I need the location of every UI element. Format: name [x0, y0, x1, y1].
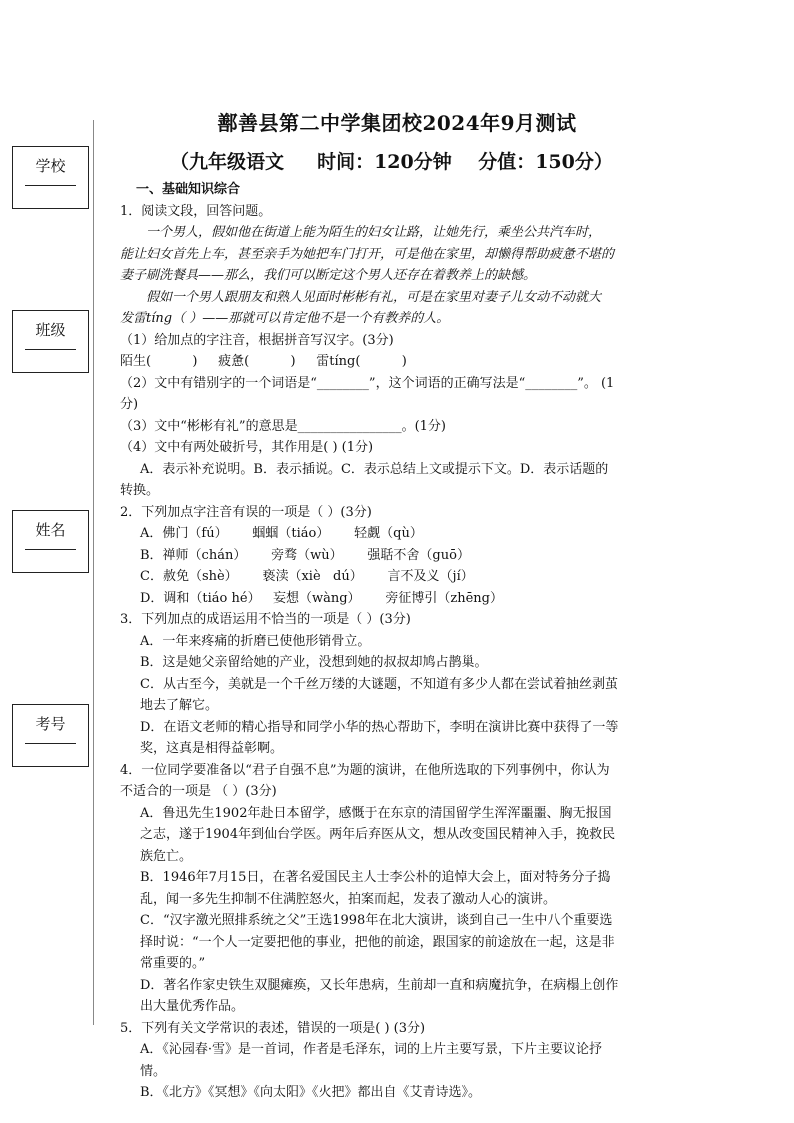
section-heading: 一、基础知识综合: [136, 182, 241, 197]
q3-option-a: A．一年来疼痛的折磨已使他形销骨立。: [140, 633, 371, 649]
q4-option-d: D．著名作家史铁生双腿瘫痪，又长年患病，生前却一直和病魔抗争，在病榻上创作: [140, 977, 619, 993]
name-blank[interactable]: [25, 549, 76, 550]
school-blank[interactable]: [25, 185, 76, 186]
q1-passage-line: 发雷tíng（ ）——那就可以肯定他不是一个有教养的人。: [120, 311, 450, 326]
q4-option-d-cont: 出大量优秀作品。: [140, 999, 245, 1014]
q1-sub1-blanks: 陌生( ) 疲惫( ) 雷tíng( ): [120, 354, 407, 369]
q5-option-a-cont: 情。: [140, 1063, 167, 1079]
q1-sub2: （2）文中有错别字的一个词语是“________”，这个词语的正确写法是“________”。 (1: [120, 375, 615, 391]
q2-option-d: D．调和（tiáo hé） 妄想（wàng） 旁征博引（zhēng）: [140, 590, 503, 606]
q4-option-c-cont: 择时说：“一个人一定要把他的事业，把他的前途，跟国家的前途放在一起，这是非: [140, 934, 615, 950]
class-box: [12, 310, 89, 373]
q1-stem: 1．阅读文段，回答问题。: [120, 203, 272, 219]
q3-option-c-cont: 地去了解它。: [140, 698, 219, 713]
q4-stem: 4．一位同学要准备以“君子自强不息”为题的演讲，在他所选取的下列事例中，你认为: [120, 762, 610, 778]
q1-sub4-options: A．表示补充说明。B．表示插说。C．表示总结上文或提示下文。D．表示话题的: [140, 461, 609, 477]
q1-sub1: （1）给加点的字注音，根据拼音写汉字。(3分): [120, 332, 394, 348]
q3-option-b: B．这是她父亲留给她的产业，没想到她的叔叔却鸠占鹊巢。: [140, 655, 488, 670]
q1-sub4: （4）文中有两处破折号，其作用是( ) (1分): [120, 440, 374, 455]
q4-stem-cont: 不适合的一项是 （ ）(3分): [120, 784, 277, 799]
q1-passage-line: 一个男人，假如他在街道上能为陌生的妇女让路，让她先行，乘坐公共汽车时，: [146, 225, 602, 240]
q1-sub3: （3）文中“彬彬有礼”的意思是________________。(1分): [120, 418, 446, 434]
q4-option-b-cont: 乱，闻一多先生抑制不住满腔怒火，拍案而起，发表了激动人心的演讲。: [140, 891, 557, 907]
q4-option-a: A．鲁迅先生1902年赴日本留学，感慨于在东京的清国留学生浑浑噩噩、胸无报国: [140, 805, 612, 821]
q2-option-a: A．佛门（fú） 蝈蝈（tiáo） 轻觑（qù）: [140, 526, 423, 541]
school-label: 学校: [35, 157, 66, 175]
name-box: [12, 510, 89, 573]
school-box: [12, 146, 89, 209]
q5-option-a: A．《沁园春·雪》是一首词，作者是毛泽东，词的上片主要写景，下片主要议论抒: [140, 1042, 603, 1057]
page-title: 鄯善县第二中学集团校2024年9月测试: [217, 111, 577, 135]
binding-line: [93, 120, 94, 1025]
exam-no-box: [12, 704, 89, 767]
q4-option-c: C．“汉字激光照排系统之父”王选1998年在北大演讲，谈到自己一生中八个重要选: [140, 913, 613, 928]
q1-passage-line: 假如一个男人跟朋友和熟人见面时彬彬有礼，可是在家里对妻子儿女动不动就大: [146, 289, 602, 305]
q1-passage-line: 能让妇女首先上车，甚至亲手为她把车门打开，可是他在家里，却懒得帮助疲惫不堪的: [120, 246, 615, 262]
page-subtitle: （九年级语文 时间：120分钟 分值：150分）: [170, 151, 613, 173]
q4-option-b: B．1946年7月15日，在著名爱国民主人士李公朴的追悼大会上，面对特务分子捣: [140, 870, 611, 885]
q1-passage-line: 妻子刷洗餐具——那么，我们可以断定这个男人还存在着教养上的缺憾。: [120, 268, 537, 283]
q2-option-c: C．赦免（shè） 亵渎（xiè dú） 言不及义（jí）: [140, 569, 474, 584]
q3-option-d-cont: 奖，这真是相得益彰啊。: [140, 741, 284, 756]
q2-stem: 2．下列加点字注音有误的一项是（ ）(3分): [120, 504, 372, 520]
q1-sub4-options-cont: 转换。: [120, 483, 160, 498]
q5-stem: 5．下列有关文学常识的表述，错误的一项是( ) (3分): [120, 1020, 426, 1036]
q1-sub2-cont: 分): [120, 397, 139, 412]
q3-stem: 3．下列加点的成语运用不恰当的一项是（ ）(3分): [120, 612, 411, 627]
q5-option-b: B．《北方》《冥想》《向太阳》《火把》都出自《艾青诗选》。: [140, 1085, 482, 1100]
exam-body: [120, 179, 676, 1104]
class-label: 班级: [35, 321, 66, 339]
q3-option-d: D．在语文老师的精心指导和同学小华的热心帮助下，李明在演讲比赛中获得了一等: [140, 719, 619, 735]
q4-option-a-cont: 族危亡。: [140, 848, 193, 864]
q3-option-c: C．从古至今，美就是一个千丝万缕的大谜题，不知道有多少人都在尝试着抽丝剥茧: [140, 676, 618, 692]
exam-no-label: 考号: [35, 715, 66, 733]
q4-option-a-cont: 之志，遂于1904年到仙台学医。两年后弃医从文，想从改变国民精神入手，挽救民: [140, 827, 616, 842]
q2-option-b: B．禅师（chán） 旁骛（wù） 强聒不舍（guō）: [140, 547, 470, 563]
name-label: 姓名: [35, 521, 66, 539]
q4-option-c-cont: 常重要的。”: [140, 956, 206, 971]
exam-no-blank[interactable]: [25, 743, 76, 744]
class-blank[interactable]: [25, 349, 76, 350]
